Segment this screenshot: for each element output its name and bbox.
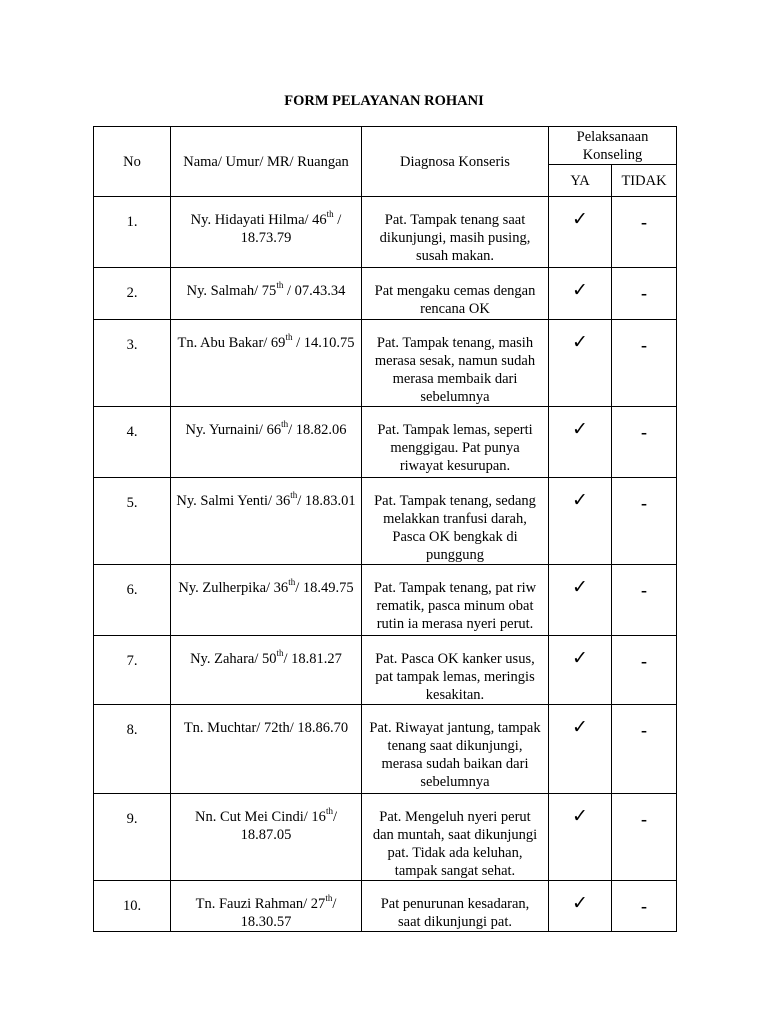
patient-mr: / 18.82.06: [288, 422, 347, 438]
diagnosa: Pat. Tampak lemas, seperti menggigau. Pat punya riwayat kesurupan.: [362, 407, 549, 478]
patient-name-age: Ny. Salmah/ 75: [186, 283, 277, 299]
row-number: 10.: [94, 881, 171, 932]
patient-info: [171, 407, 362, 478]
row-number: 6.: [94, 565, 171, 636]
patient-mr: / 18.87.05: [240, 809, 337, 843]
header-pelaksanaan-line2: Konseling: [582, 146, 643, 163]
row-number: 1.: [94, 197, 171, 268]
diagnosa: Pat. Pasca OK kanker usus, pat tampak lemas, meringis kesakitan.: [362, 636, 549, 705]
age-suffix: th: [276, 648, 284, 658]
patient-mr: / 18.83.01: [297, 493, 356, 509]
age-suffix: th: [276, 280, 284, 290]
tidak-mark: -: [612, 705, 677, 794]
patient-mr: / 18.73.79: [240, 212, 342, 246]
table-row: [94, 407, 677, 478]
table-row: [94, 320, 677, 407]
age-suffix: th: [325, 806, 333, 816]
patient-name-age: Ny. Salmi Yenti/ 36: [176, 493, 291, 509]
page-title: FORM PELAYANAN ROHANI: [284, 93, 484, 109]
checkmark-icon: ✓: [549, 478, 612, 565]
konseling-table: [93, 126, 677, 932]
table-row: [94, 881, 677, 932]
tidak-mark: -: [612, 320, 677, 407]
patient-mr: / 18.30.57: [240, 896, 337, 930]
patient-mr: / 14.10.75: [292, 335, 355, 351]
patient-info: [171, 478, 362, 565]
row-number: 2.: [94, 268, 171, 320]
checkmark-icon: ✓: [549, 705, 612, 794]
patient-name-age: Tn. Fauzi Rahman/ 27: [195, 896, 326, 912]
patient-name-age: Ny. Zulherpika/ 36: [178, 580, 289, 596]
header-pelaksanaan: [549, 127, 677, 165]
patient-name-age: Tn. Muchtar/ 72th/ 18.86.70: [183, 720, 349, 736]
patient-info: [171, 794, 362, 881]
tidak-mark: -: [612, 636, 677, 705]
tidak-mark: -: [612, 407, 677, 478]
checkmark-icon: ✓: [549, 268, 612, 320]
patient-mr: / 18.81.27: [283, 651, 342, 667]
tidak-mark: -: [612, 565, 677, 636]
age-suffix: th: [285, 332, 293, 342]
patient-mr: / 18.49.75: [295, 580, 354, 596]
diagnosa: Pat. Riwayat jantung, tampak tenang saat dikunjungi, merasa sudah baikan dari sebelumnya: [362, 705, 549, 794]
checkmark-icon: ✓: [549, 197, 612, 268]
row-number: 9.: [94, 794, 171, 881]
header-ya: YA: [549, 165, 612, 197]
row-number: 3.: [94, 320, 171, 407]
row-number: 5.: [94, 478, 171, 565]
age-suffix: th: [290, 490, 298, 500]
checkmark-icon: ✓: [549, 794, 612, 881]
header-no: No: [94, 127, 171, 197]
patient-info: [171, 636, 362, 705]
checkmark-icon: ✓: [549, 636, 612, 705]
header-pelaksanaan-line1: Pelaksanaan: [576, 128, 649, 145]
table-row: [94, 565, 677, 636]
table-row: [94, 705, 677, 794]
patient-name-age: Nn. Cut Mei Cindi/ 16: [195, 809, 326, 825]
table-row: [94, 478, 677, 565]
patient-name-age: Tn. Abu Bakar/ 69: [177, 335, 286, 351]
table-row: [94, 268, 677, 320]
patient-info: [171, 320, 362, 407]
header-nama: Nama/ Umur/ MR/ Ruangan: [171, 127, 362, 197]
patient-name-age: Ny. Hidayati Hilma/ 46: [190, 212, 327, 228]
table-row: [94, 636, 677, 705]
diagnosa: Pat. Tampak tenang saat dikunjungi, masih pusing, susah makan.: [362, 197, 549, 268]
diagnosa: Pat. Tampak tenang, masih merasa sesak, namun sudah merasa membaik dari sebelumnya: [362, 320, 549, 407]
row-number: 4.: [94, 407, 171, 478]
age-suffix: th: [325, 893, 333, 903]
patient-name-age: Ny. Yurnaini/ 66: [185, 422, 282, 438]
patient-mr: / 07.43.34: [283, 283, 346, 299]
patient-info: [171, 268, 362, 320]
header-row: [94, 127, 677, 165]
tidak-mark: -: [612, 197, 677, 268]
tidak-mark: -: [612, 881, 677, 932]
header-tidak: TIDAK: [612, 165, 677, 197]
row-number: 8.: [94, 705, 171, 794]
patient-info: [171, 197, 362, 268]
diagnosa: Pat penurunan kesadaran, saat dikunjungi pat.: [362, 881, 549, 932]
table-row: [94, 197, 677, 268]
patient-info: [171, 881, 362, 932]
diagnosa: Pat. Tampak tenang, pat riw rematik, pasca minum obat rutin ia merasa nyeri perut.: [362, 565, 549, 636]
checkmark-icon: ✓: [549, 565, 612, 636]
age-suffix: th: [288, 577, 296, 587]
header-diagnosa: Diagnosa Konseris: [362, 127, 549, 197]
diagnosa: Pat. Mengeluh nyeri perut dan muntah, saat dikunjungi pat. Tidak ada keluhan, tampak sangat sehat.: [362, 794, 549, 881]
age-suffix: th: [326, 209, 334, 219]
patient-name-age: Ny. Zahara/ 50: [190, 651, 277, 667]
diagnosa: Pat. Tampak tenang, sedang melakkan tranfusi darah, Pasca OK bengkak di punggung: [362, 478, 549, 565]
tidak-mark: -: [612, 478, 677, 565]
checkmark-icon: ✓: [549, 407, 612, 478]
row-number: 7.: [94, 636, 171, 705]
patient-info: [171, 705, 362, 794]
checkmark-icon: ✓: [549, 320, 612, 407]
patient-info: [171, 565, 362, 636]
age-suffix: th: [281, 419, 289, 429]
table-row: [94, 794, 677, 881]
tidak-mark: -: [612, 794, 677, 881]
checkmark-icon: ✓: [549, 881, 612, 932]
diagnosa: Pat mengaku cemas dengan rencana OK: [362, 268, 549, 320]
tidak-mark: -: [612, 268, 677, 320]
